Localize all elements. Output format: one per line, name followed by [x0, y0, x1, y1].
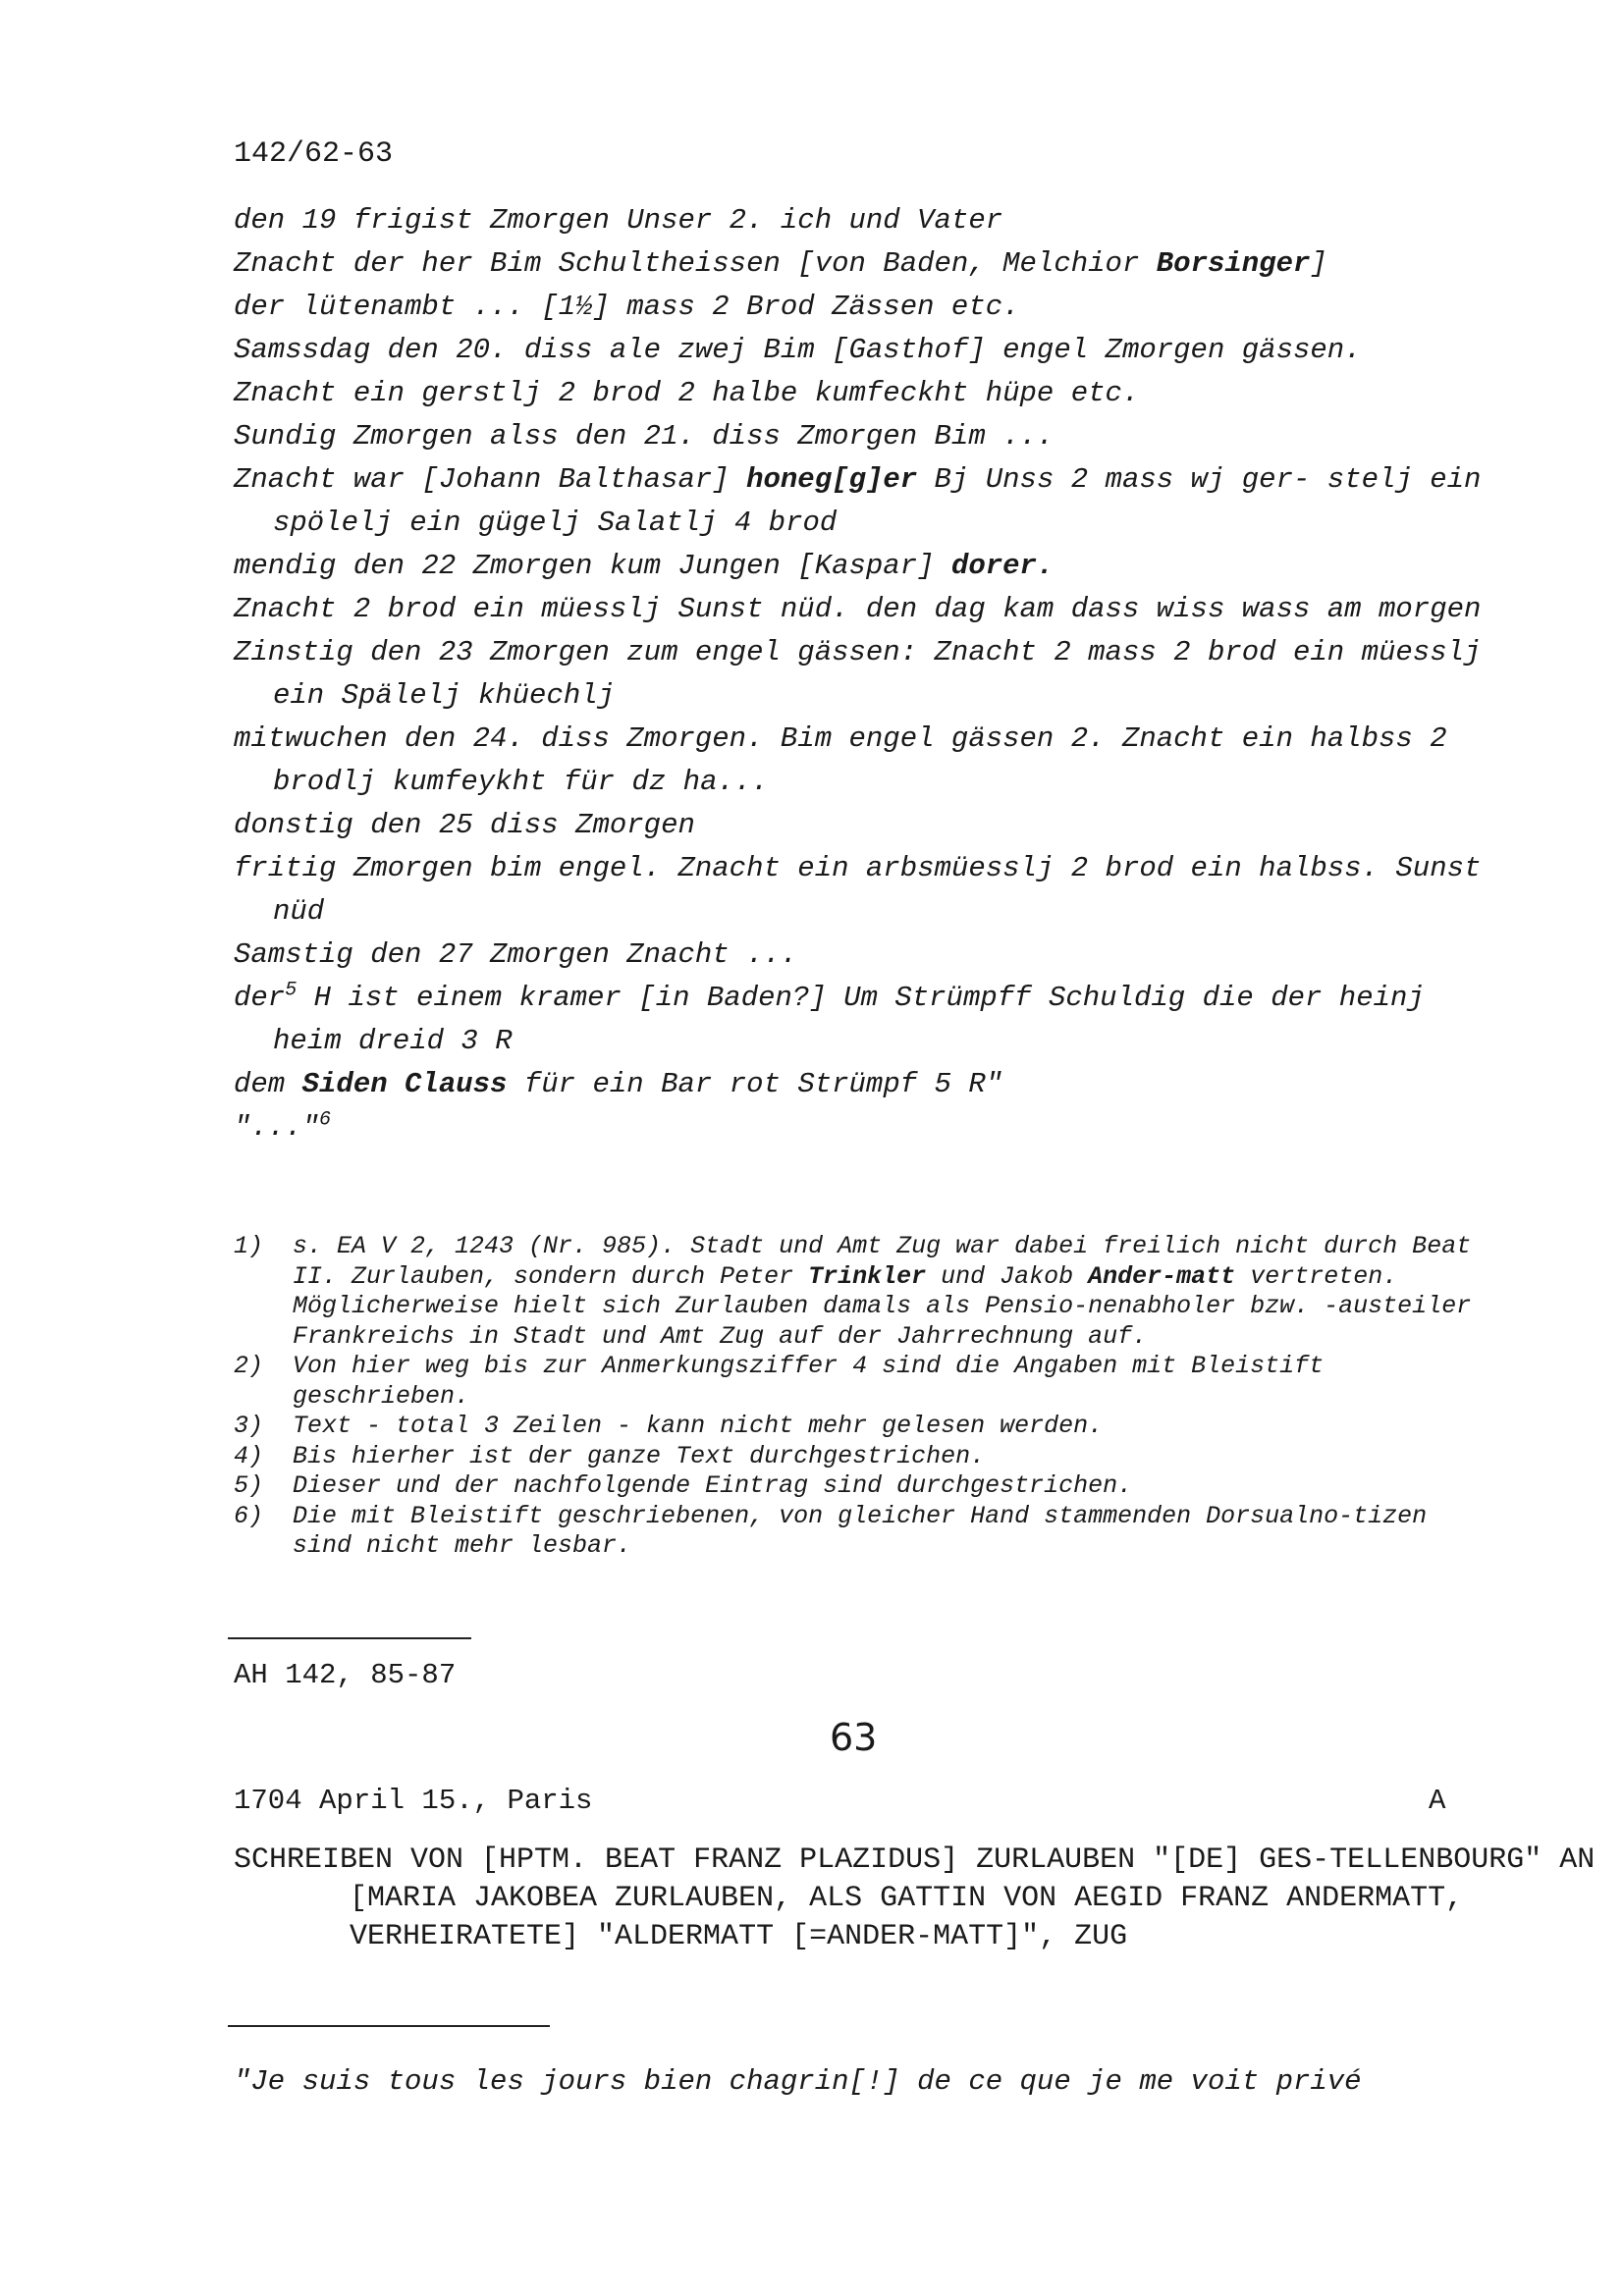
text-run: ]: [1310, 247, 1327, 280]
text-run: Dieser und der nachfolgende Eintrag sind durchgestrichen.: [293, 1471, 1133, 1500]
transcription-entries: [234, 199, 1500, 1149]
text-run: Znacht ein gerstlj 2 brod 2 halbe kumfeckht hüpe etc.: [234, 377, 1140, 409]
text-run: der lütenambt ... [1½] mass 2 Brod Zässen etc.: [234, 291, 1020, 323]
footnote: [234, 1442, 1500, 1472]
entry-line: [234, 631, 1500, 718]
text-run: Znacht 2 brod ein müesslj Sunst nüd. den dag kam dass wiss wass am morgen: [234, 593, 1482, 625]
text-run: Znacht war [Johann Balthasar]: [234, 463, 747, 496]
footnote-number: 2): [234, 1352, 264, 1380]
text-run: und Jakob: [926, 1261, 1089, 1291]
entry-line: [234, 804, 1500, 847]
text-run: für ein Bar rot Strümpf 5 R": [507, 1068, 1003, 1100]
text-run: der: [234, 982, 286, 1014]
footnote: [234, 1232, 1500, 1352]
document-title: SCHREIBEN VON [HPTM. BEAT FRANZ PLAZIDUS] ZURLAUBEN "[DE] GES-TELLENBOURG" AN [MARIA JAKOBEA ZURLAUBEN, ALS GATTIN VON AEGID FRANZ ANDERMATT, VERHEIRATETE] "ALDERMATT [=ANDER-MATT]", ZUG: [234, 1843, 1596, 1953]
entry-line: [234, 934, 1500, 977]
category-mark: A: [1429, 1785, 1446, 1817]
footnote-number: 5): [234, 1471, 264, 1500]
text-run: Samstig den 27 Zmorgen Znacht ...: [234, 938, 798, 971]
entry-line: [234, 372, 1500, 415]
entry-line: [234, 545, 1500, 588]
emphasized-name: Borsinger: [1156, 247, 1311, 280]
text-run: Sundig Zmorgen alss den 21. diss Zmorgen Bim ...: [234, 420, 1055, 453]
text-run: vertreten. Möglicherweise hielt sich Zurlauben damals als Pensio-nenabholer bzw. -austeiler Frankreichs in Stadt und Amt Zug auf der Jahrrechnung auf.: [293, 1261, 1472, 1351]
document-number: 63: [830, 1716, 878, 1759]
text-run: Text - total 3 Zeilen - kann nicht mehr gelesen werden.: [293, 1412, 1104, 1440]
entry-line: [234, 847, 1500, 934]
footnote-number: 6): [234, 1501, 264, 1530]
footnote-number: 3): [234, 1412, 264, 1440]
text-run: fritig Zmorgen bim engel. Znacht ein arbsmüesslj 2 brod ein halbss. Sunst nüd: [234, 852, 1498, 928]
entry-line: [234, 1106, 1500, 1149]
text-run: Znacht der her Bim Schultheissen [von Baden, Melchior: [234, 247, 1157, 280]
text-run: s. EA V 2, 1243 (Nr. 985). Stadt und Amt Zug war dabei freilich nicht durch Beat II. Zurlauben, sondern durch Peter: [293, 1232, 1472, 1291]
title-divider: [228, 2025, 550, 2027]
text-run: Von hier weg bis zur Anmerkungsziffer 4 sind die Angaben mit Bleistift geschrieben.: [293, 1352, 1325, 1411]
footnote: [234, 1471, 1500, 1502]
text-run: Die mit Bleistift geschriebenen, von gleicher Hand stammenden Dorsualno-tizen sind nicht mehr lesbar.: [293, 1501, 1428, 1560]
text-run: Bis hierher ist der ganze Text durchgestrichen.: [293, 1441, 986, 1470]
text-run: mendig den 22 Zmorgen kum Jungen [Kaspar]: [234, 550, 951, 582]
date-place-line: 1704 April 15., Paris: [234, 1785, 593, 1817]
emphasized-name: honeg[g]er: [746, 463, 918, 496]
entry-line: [234, 415, 1500, 458]
text-run: dem: [234, 1068, 302, 1100]
archive-reference: AH 142, 85-87: [234, 1659, 457, 1691]
quote-start: "Je suis tous les jours bien chagrin[!] de ce que je me voit privé: [234, 2065, 1362, 2098]
note-reference: 6: [319, 1108, 332, 1132]
text-run: "...": [234, 1111, 320, 1144]
text-run: Zinstig den 23 Zmorgen zum engel gässen: Znacht 2 mass 2 brod ein müesslj ein Spälelj khüechlj: [234, 636, 1498, 712]
emphasized-name: Trinkler: [808, 1261, 927, 1291]
entry-line: [234, 286, 1500, 329]
text-run: mitwuchen den 24. diss Zmorgen. Bim engel gässen 2. Znacht ein halbss 2 brodlj kumfeykht für dz ha...: [234, 722, 1465, 798]
footnote-number: 4): [234, 1441, 264, 1470]
emphasized-name: Ander-matt: [1088, 1261, 1236, 1291]
entry-line: [234, 242, 1500, 286]
footnote: [234, 1352, 1500, 1412]
text-run: donstig den 25 diss Zmorgen: [234, 809, 695, 841]
text-run: Bj Unss 2 mass wj ger- stelj ein spölelj ein gügelj Salatlj 4 brod: [273, 463, 1498, 539]
text-run: den 19 frigist Zmorgen Unser 2. ich und Vater: [234, 204, 1003, 237]
entry-line: [234, 199, 1500, 242]
footnote: [234, 1412, 1500, 1442]
footnotes: [234, 1232, 1500, 1562]
text-run: H ist einem kramer [in Baden?] Um Strümpff Schuldig die der heinj heim dreid 3 R: [273, 982, 1442, 1057]
entry-line: [234, 718, 1500, 804]
entry-line: [234, 977, 1500, 1063]
emphasized-name: dorer.: [950, 550, 1055, 582]
entry-line: [234, 1063, 1500, 1106]
note-reference: 5: [285, 979, 298, 1002]
footnote-divider: [228, 1637, 471, 1639]
footnote-number: 1): [234, 1232, 264, 1260]
entry-line: [234, 588, 1500, 631]
page-header: 142/62-63: [234, 137, 394, 171]
entry-line: [234, 458, 1500, 545]
entry-line: [234, 329, 1500, 372]
text-run: Samssdag den 20. diss ale zwej Bim [Gasthof] engel Zmorgen gässen.: [234, 334, 1362, 366]
footnote: [234, 1502, 1500, 1562]
emphasized-name: Siden Clauss: [301, 1068, 508, 1100]
